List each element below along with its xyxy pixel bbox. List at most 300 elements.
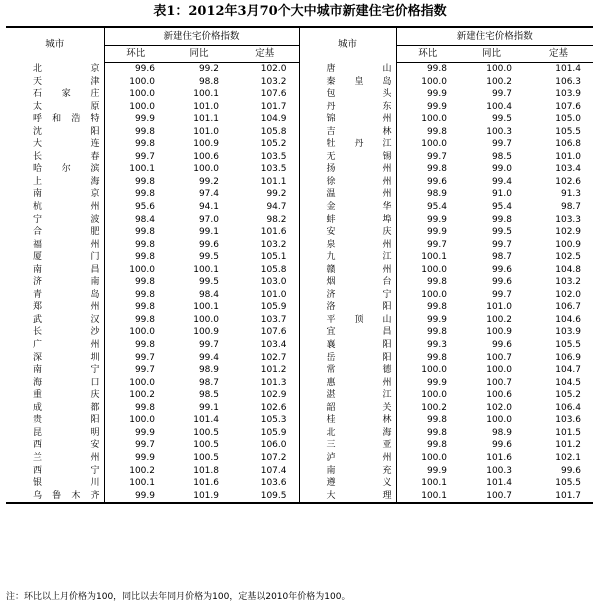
base-value: 106.3 [555, 76, 582, 87]
yoy-value: 99.0 [491, 164, 512, 175]
mom-value: 100.1 [396, 490, 459, 504]
city-name: 沈阳 [33, 126, 100, 137]
base-value: 105.9 [260, 427, 287, 438]
base-value: 101.3 [260, 377, 287, 388]
table-row [6, 439, 593, 452]
yoy-value: 100.5 [193, 452, 219, 463]
mom-value: 99.7 [104, 364, 167, 377]
mom-value: 99.8 [396, 414, 459, 427]
city-name: 洛阳 [299, 301, 396, 314]
mom-value: 95.6 [104, 201, 167, 214]
mom-value: 100.0 [396, 76, 459, 89]
yoy-value: 97.0 [198, 214, 219, 225]
city-name: 济南 [33, 277, 100, 288]
yoy-value: 99.1 [198, 227, 219, 238]
mom-value: 98.9 [396, 188, 459, 201]
city-name: 郑州 [33, 302, 100, 313]
yoy-value: 100.4 [486, 101, 512, 112]
yoy-value: 99.7 [198, 340, 219, 351]
yoy-value: 100.3 [486, 126, 512, 137]
table-row [6, 289, 593, 302]
yoy-value: 95.4 [491, 202, 512, 213]
base-value: 101.7 [524, 490, 593, 504]
yoy-value: 98.5 [198, 390, 219, 401]
mom-value: 99.8 [396, 63, 459, 76]
base-value: 102.5 [555, 252, 582, 263]
yoy-value: 98.8 [198, 76, 219, 87]
yoy-value: 100.0 [486, 415, 512, 426]
mom-value: 99.8 [396, 439, 459, 452]
city-name: 合肥 [33, 227, 100, 238]
city-name: 南宁 [33, 365, 100, 376]
table-row [6, 364, 593, 377]
yoy-value: 99.2 [198, 176, 219, 187]
table-row [6, 452, 593, 465]
mom-value: 99.8 [396, 276, 459, 289]
base-value: 105.8 [260, 264, 287, 275]
mom-value: 100.0 [396, 389, 459, 402]
mom-value: 99.7 [104, 439, 167, 452]
base-value: 101.1 [260, 176, 287, 187]
yoy-value: 100.0 [486, 365, 512, 376]
city-name: 襄阳 [299, 339, 396, 352]
table-row [6, 465, 593, 478]
base-value: 102.1 [555, 452, 582, 463]
table-row [6, 76, 593, 89]
table-row [6, 88, 593, 101]
table-row [6, 188, 593, 201]
base-value: 98.2 [266, 214, 287, 225]
city-name: 常德 [299, 364, 396, 377]
mom-value: 100.0 [104, 101, 167, 114]
yoy-value: 100.5 [193, 427, 219, 438]
mom-value: 99.8 [396, 126, 459, 139]
mom-value: 95.4 [396, 201, 459, 214]
yoy-value: 98.7 [491, 252, 512, 263]
city-name: 丹东 [299, 101, 396, 114]
table-row [6, 201, 593, 214]
base-value: 99.6 [560, 465, 582, 476]
city-name: 西安 [33, 440, 100, 451]
table-row [6, 339, 593, 352]
yoy-value: 101.0 [486, 302, 512, 313]
base-value: 102.0 [555, 289, 582, 300]
base-value: 101.2 [555, 440, 582, 451]
city-name: 无锡 [299, 151, 396, 164]
mom-value: 99.9 [396, 226, 459, 239]
city-name: 韶关 [299, 402, 396, 415]
yoy-value: 99.6 [491, 277, 512, 288]
mom-value: 99.3 [396, 339, 459, 352]
header-mom-left: 环比 [104, 46, 167, 63]
mom-value: 99.7 [104, 151, 167, 164]
base-value: 104.5 [555, 377, 582, 388]
base-value: 106.8 [555, 139, 582, 150]
mom-value: 99.9 [396, 465, 459, 478]
base-value: 101.5 [555, 427, 582, 438]
table-row [6, 113, 593, 126]
base-value: 105.2 [555, 390, 582, 401]
city-name: 太原 [33, 101, 100, 112]
city-name: 牡丹江 [299, 138, 396, 151]
mom-value: 99.9 [104, 452, 167, 465]
table-row [6, 377, 593, 390]
yoy-value: 100.6 [486, 390, 512, 401]
table-row [6, 163, 593, 176]
yoy-value: 99.7 [491, 139, 512, 150]
base-value: 107.4 [260, 465, 287, 476]
yoy-value: 100.7 [486, 377, 512, 388]
mom-value: 99.9 [396, 101, 459, 114]
base-value: 106.9 [555, 352, 582, 363]
base-value: 103.3 [555, 214, 582, 225]
base-value: 103.9 [555, 327, 582, 338]
city-name: 呼和浩特 [33, 114, 100, 125]
mom-value: 99.8 [104, 226, 167, 239]
mom-value: 100.0 [104, 326, 167, 339]
table-row [6, 264, 593, 277]
mom-value: 99.7 [396, 151, 459, 164]
city-name: 武汉 [33, 314, 100, 325]
base-value: 91.3 [560, 189, 582, 200]
mom-value: 99.8 [104, 402, 167, 415]
base-value: 105.5 [555, 126, 582, 137]
city-name: 九江 [299, 251, 396, 264]
mom-value: 99.7 [104, 352, 167, 365]
base-value: 105.0 [555, 114, 582, 125]
mom-value: 99.8 [104, 239, 167, 252]
mom-value: 100.0 [104, 76, 167, 89]
base-value: 102.7 [260, 352, 287, 363]
mom-value: 100.0 [104, 264, 167, 277]
header-city-right: 城市 [299, 27, 396, 63]
mom-value: 99.8 [104, 339, 167, 352]
mom-value: 99.8 [396, 352, 459, 365]
base-value: 100.9 [555, 239, 582, 250]
city-name: 乌鲁木齐 [6, 490, 104, 504]
mom-value: 100.2 [104, 389, 167, 402]
yoy-value: 99.6 [198, 239, 219, 250]
table-row [6, 63, 593, 76]
base-value: 101.0 [260, 289, 287, 300]
yoy-value: 99.8 [491, 214, 512, 225]
yoy-value: 98.9 [198, 365, 219, 376]
city-name: 长春 [33, 151, 100, 162]
city-name: 南京 [33, 189, 100, 200]
city-name: 安庆 [299, 226, 396, 239]
base-value: 109.5 [231, 490, 299, 504]
mom-value: 99.6 [104, 63, 167, 76]
mom-value: 100.2 [396, 402, 459, 415]
yoy-value: 101.0 [193, 126, 219, 137]
mom-value: 99.6 [396, 176, 459, 189]
city-name: 宁波 [33, 214, 100, 225]
yoy-value: 102.0 [486, 402, 512, 413]
base-value: 103.5 [260, 151, 287, 162]
mom-value: 99.9 [396, 214, 459, 227]
yoy-value: 101.8 [193, 465, 219, 476]
city-name: 岳阳 [299, 352, 396, 365]
yoy-value: 99.4 [198, 352, 219, 363]
mom-value: 98.4 [104, 214, 167, 227]
yoy-value: 100.3 [486, 465, 512, 476]
city-name: 温州 [299, 188, 396, 201]
yoy-value: 91.0 [491, 189, 512, 200]
city-name: 杭州 [33, 202, 100, 213]
base-value: 101.7 [260, 101, 287, 112]
table-row [6, 477, 593, 490]
yoy-value: 101.4 [193, 415, 219, 426]
city-name: 秦皇岛 [299, 76, 396, 89]
yoy-value: 99.1 [198, 402, 219, 413]
yoy-value: 99.7 [491, 289, 512, 300]
base-value: 104.6 [555, 314, 582, 325]
base-value: 104.7 [555, 365, 582, 376]
yoy-value: 98.5 [491, 151, 512, 162]
city-name: 平顶山 [299, 314, 396, 327]
mom-value: 99.8 [104, 126, 167, 139]
base-value: 107.6 [260, 327, 287, 338]
table-row [6, 101, 593, 114]
city-name: 赣州 [299, 264, 396, 277]
mom-value: 99.8 [104, 138, 167, 151]
footnote: 注：环比以上月价格为100，同比以去年同月价格为100，定基以2010年价格为100。 [6, 592, 351, 602]
base-value: 101.2 [260, 365, 287, 376]
table-row [6, 138, 593, 151]
mom-value: 99.8 [396, 326, 459, 339]
base-value: 103.2 [555, 277, 582, 288]
mom-value: 100.0 [104, 88, 167, 101]
yoy-value: 98.7 [198, 377, 219, 388]
table-row [6, 352, 593, 365]
city-name: 深圳 [33, 352, 100, 363]
city-name: 北京 [33, 63, 100, 74]
yoy-value: 99.5 [198, 252, 219, 263]
mom-value: 99.8 [396, 301, 459, 314]
city-name: 济宁 [299, 289, 396, 302]
header-base-right: 定基 [524, 46, 593, 63]
city-name: 成都 [33, 402, 100, 413]
mom-value: 99.8 [104, 289, 167, 302]
base-value: 104.8 [555, 264, 582, 275]
base-value: 106.7 [555, 302, 582, 313]
header-yoy-left: 同比 [167, 46, 231, 63]
mom-value: 100.0 [396, 364, 459, 377]
city-name: 桂林 [299, 414, 396, 427]
city-name: 唐山 [299, 63, 396, 76]
city-name: 重庆 [33, 390, 100, 401]
base-value: 101.4 [555, 64, 582, 74]
mom-value: 100.0 [396, 113, 459, 126]
mom-value: 100.0 [396, 264, 459, 277]
yoy-value: 99.5 [491, 227, 512, 238]
city-name: 哈尔滨 [33, 164, 100, 175]
yoy-value: 100.9 [486, 327, 512, 338]
mom-value: 99.8 [104, 251, 167, 264]
table-row [6, 251, 593, 264]
table-row [6, 151, 593, 164]
header-yoy-right: 同比 [459, 46, 524, 63]
base-value: 103.7 [260, 314, 287, 325]
table-row [6, 314, 593, 327]
mom-value: 100.0 [104, 377, 167, 390]
yoy-value: 100.2 [486, 314, 512, 325]
city-name: 蚌埠 [299, 214, 396, 227]
yoy-value: 99.5 [491, 114, 512, 125]
city-name: 包头 [299, 88, 396, 101]
yoy-value: 99.7 [491, 89, 512, 100]
city-name: 北海 [299, 427, 396, 440]
base-value: 103.9 [555, 89, 582, 100]
table-row [6, 276, 593, 289]
yoy-value: 99.4 [491, 176, 512, 187]
table-row [6, 176, 593, 189]
city-name: 厦门 [33, 252, 100, 263]
yoy-value: 101.6 [193, 478, 219, 489]
city-name: 天津 [33, 76, 100, 87]
mom-value: 99.8 [104, 276, 167, 289]
table-row [6, 427, 593, 440]
yoy-value: 101.6 [486, 452, 512, 463]
city-name: 锦州 [299, 113, 396, 126]
table-row [6, 389, 593, 402]
table-row [6, 214, 593, 227]
city-name: 银川 [33, 478, 100, 489]
mom-value: 99.8 [396, 163, 459, 176]
city-name: 惠州 [299, 377, 396, 390]
mom-value: 100.0 [396, 138, 459, 151]
yoy-value: 99.6 [491, 264, 512, 275]
mom-value: 100.1 [396, 251, 459, 264]
yoy-value: 100.9 [193, 327, 219, 338]
yoy-value: 100.9 [193, 139, 219, 150]
yoy-value: 99.7 [491, 239, 512, 250]
base-value: 105.1 [260, 252, 287, 263]
yoy-value: 100.0 [193, 164, 219, 175]
table-row [6, 414, 593, 427]
city-name: 大理 [299, 490, 396, 504]
table-row [6, 402, 593, 415]
yoy-value: 100.0 [486, 64, 512, 74]
mom-value: 99.8 [104, 314, 167, 327]
base-value: 101.6 [260, 227, 287, 238]
city-name: 南昌 [33, 264, 100, 275]
base-value: 102.9 [260, 390, 287, 401]
mom-value: 99.7 [396, 239, 459, 252]
yoy-value: 94.1 [198, 202, 219, 213]
header-city-left: 城市 [6, 27, 104, 63]
yoy-value: 97.4 [198, 189, 219, 200]
city-name: 宜昌 [299, 326, 396, 339]
base-value: 107.6 [555, 101, 582, 112]
yoy-value: 101.4 [486, 478, 512, 489]
base-value: 94.7 [266, 202, 287, 213]
header-group-left: 新建住宅价格指数 [104, 27, 299, 46]
yoy-value: 100.1 [193, 264, 219, 275]
city-name: 大连 [33, 139, 100, 150]
base-value: 103.5 [260, 164, 287, 175]
yoy-value: 101.0 [193, 101, 219, 112]
city-name: 徐州 [299, 176, 396, 189]
mom-value: 100.0 [396, 452, 459, 465]
yoy-value: 101.9 [167, 490, 231, 504]
yoy-value: 98.4 [198, 289, 219, 300]
city-name: 上海 [33, 176, 100, 187]
mom-value: 99.8 [104, 176, 167, 189]
city-name: 昆明 [33, 427, 100, 438]
header-group-right: 新建住宅价格指数 [396, 27, 593, 46]
base-value: 103.0 [260, 277, 287, 288]
base-value: 102.6 [555, 176, 582, 187]
city-name: 福州 [33, 239, 100, 250]
mom-value: 99.9 [104, 113, 167, 126]
base-value: 103.4 [555, 164, 582, 175]
base-value: 102.6 [260, 402, 287, 413]
city-name: 泸州 [299, 452, 396, 465]
yoy-value: 98.9 [491, 427, 512, 438]
base-value: 106.4 [555, 402, 582, 413]
base-value: 106.0 [260, 440, 287, 451]
price-index-table [6, 26, 593, 504]
city-name: 三亚 [299, 439, 396, 452]
base-value: 107.6 [260, 89, 287, 100]
yoy-value: 99.6 [491, 340, 512, 351]
mom-value: 100.2 [104, 465, 167, 478]
city-name: 吉林 [299, 126, 396, 139]
mom-value: 100.0 [396, 289, 459, 302]
base-value: 105.2 [260, 139, 287, 150]
yoy-value: 100.0 [193, 314, 219, 325]
city-name: 扬州 [299, 163, 396, 176]
base-value: 104.9 [260, 114, 287, 125]
yoy-value: 101.1 [193, 114, 219, 125]
yoy-value: 100.1 [193, 89, 219, 100]
mom-value: 100.1 [396, 477, 459, 490]
base-value: 105.8 [260, 126, 287, 137]
base-value: 103.2 [260, 76, 287, 87]
city-name: 西宁 [33, 465, 100, 476]
base-value: 105.5 [555, 340, 582, 351]
header-row-group [6, 27, 593, 46]
mom-value: 99.8 [396, 427, 459, 440]
yoy-value: 100.2 [486, 76, 512, 87]
base-value: 99.2 [266, 189, 287, 200]
table-row [6, 126, 593, 139]
base-value: 98.7 [560, 202, 582, 213]
city-name: 南充 [299, 465, 396, 478]
city-name: 青岛 [33, 289, 100, 300]
yoy-value: 100.7 [459, 490, 524, 504]
table-row [6, 226, 593, 239]
base-value: 101.0 [555, 151, 582, 162]
mom-value: 99.9 [104, 490, 167, 504]
mom-value: 100.1 [104, 477, 167, 490]
mom-value: 99.9 [396, 377, 459, 390]
base-value: 103.6 [555, 415, 582, 426]
city-name: 广州 [33, 340, 100, 351]
table-title: 表1：2012年3月70个大中城市新建住宅价格指数 [153, 4, 447, 19]
yoy-value: 100.6 [193, 151, 219, 162]
table-row [6, 239, 593, 252]
yoy-value: 100.5 [193, 440, 219, 451]
table-row [6, 326, 593, 339]
base-value: 103.6 [260, 478, 287, 489]
base-value: 102.0 [260, 64, 287, 74]
yoy-value: 100.7 [486, 352, 512, 363]
city-name: 泉州 [299, 239, 396, 252]
base-value: 105.9 [260, 302, 287, 313]
mom-value: 99.8 [104, 301, 167, 314]
